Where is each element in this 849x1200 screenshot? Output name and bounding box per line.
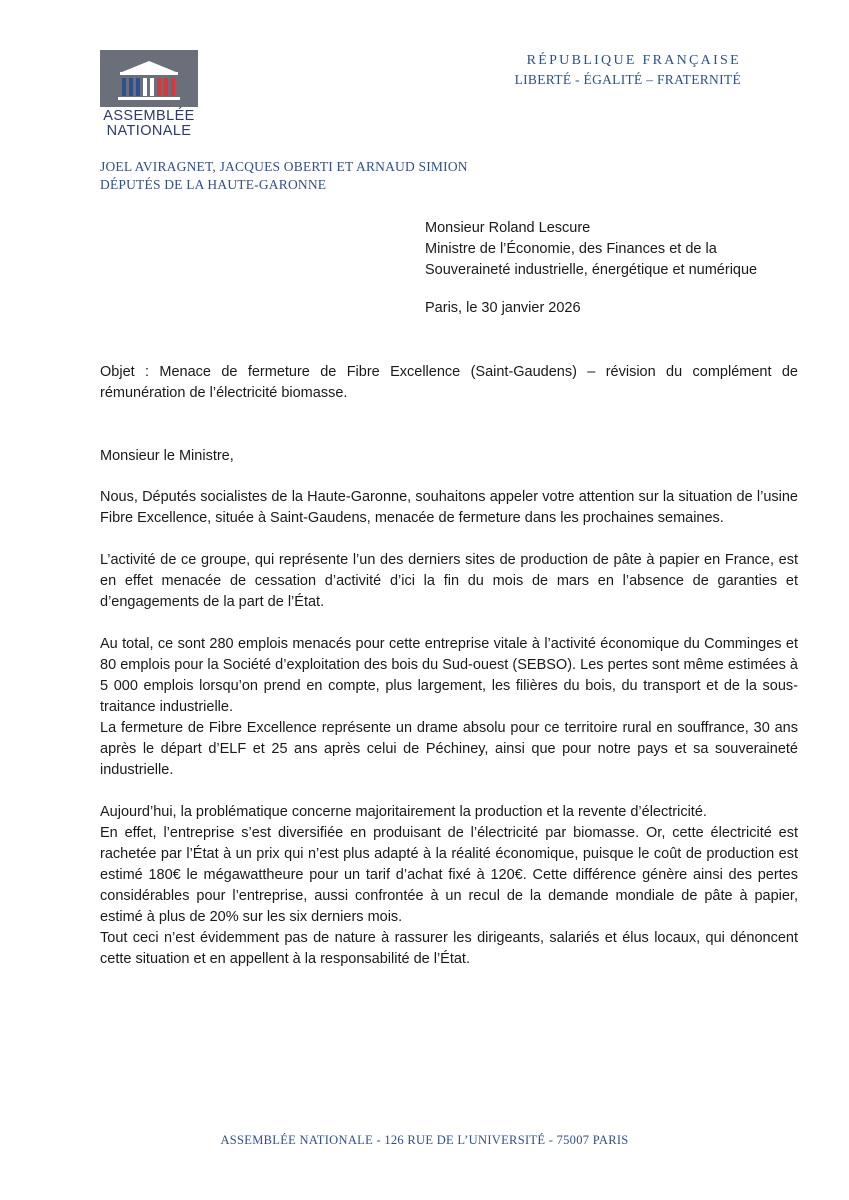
recipient-title-2: Souveraineté industrielle, énergétique et numérique: [425, 262, 758, 278]
deputies-names: JOEL AVIRAGNET, JACQUES OBERTI ET ARNAUD SIMION: [100, 159, 468, 174]
letter-body: [100, 487, 798, 970]
paragraph-5: Aujourd’hui, la problématique concerne majoritairement la production et la revente d’électricité.: [100, 804, 707, 820]
republique-header: [515, 52, 741, 90]
hemicycle-icon: [100, 50, 198, 107]
deputies-title: DÉPUTÉS DE LA HAUTE-GARONNE: [100, 177, 327, 192]
logo-wordmark: [100, 109, 198, 139]
letter-date: Paris, le 30 janvier 2026: [425, 300, 581, 316]
paragraph-1: Nous, Députés socialistes de la Haute-Garonne, souhaitons appeler votre attention sur la situation de l’usine Fibre Excellence, située à Saint-Gaudens, menacée de fermeture dans les prochaines semaines.: [100, 489, 798, 526]
paragraph-7: Tout ceci n’est évidemment pas de nature à rassurer les dirigeants, salariés et élus locaux, qui dénoncent cette situation et en appellent à la responsabilité de l’État.: [100, 930, 798, 967]
paragraph-2: L’activité de ce groupe, qui représente l’un des derniers sites de production de pâte à papier en France, est en effet menacée de cessation d’activité d’ici la fin du mois de mars en l’absence de garanties et d’engagements de la part de l’État.: [100, 552, 798, 610]
letter-subject: Objet : Menace de fermeture de Fibre Excellence (Saint-Gaudens) – révision du complément de rémunération de l’électricité biomasse.: [100, 364, 798, 401]
republique-francaise: RÉPUBLIQUE FRANÇAISE: [526, 53, 741, 68]
assemblee-nationale-logo: [100, 50, 198, 139]
hemicycle-emblem: [100, 50, 198, 107]
recipient-name: Monsieur Roland Lescure: [425, 220, 591, 236]
footer-address: ASSEMBLÉE NATIONALE - 126 RUE DE L’UNIVERSITÉ - 75007 PARIS: [220, 1133, 629, 1147]
paragraph-6: En effet, l’entreprise s’est diversifiée en produisant de l’électricité par biomasse. Or, cette électricité est rachetée par l’État à un prix qui n’est plus adapté à la réalité économique, puisque le coût de production est estimé 180€ le mégawattheure pour un tarif d’achat fixé à 120€. Cette différence génère ainsi des pertes considérables pour l’entreprise, aussi confrontée à un recul de la demande mondiale de pâte à papier, estimé à plus de 20% sur les six derniers mois.: [100, 825, 798, 925]
logo-line-2: NATIONALE: [106, 123, 192, 139]
national-motto: LIBERTÉ - ÉGALITÉ – FRATERNITÉ: [514, 72, 741, 87]
deputies-block: [100, 158, 468, 194]
paragraph-3: Au total, ce sont 280 emplois menacés pour cette entreprise vitale à l’activité économique du Comminges et 80 emplois pour la Société d’exploitation des bois du Sud-ouest (SEBSO). Les pertes sont même estimées à 5 000 emplois lorsqu’on prend en compte, plus largement, les filières du bois, du transport et de la sous-traitance industrielle.: [100, 636, 798, 715]
recipient-block: [425, 218, 757, 281]
recipient-title-1: Ministre de l’Économie, des Finances et de la: [425, 241, 717, 257]
paragraph-4: La fermeture de Fibre Excellence représente un drame absolu pour ce territoire rural en souffrance, 30 ans après le départ d’ELF et 25 ans après celui de Péchiney, ainsi que pour notre pays et sa souveraineté industrielle.: [100, 720, 798, 778]
salutation: Monsieur le Ministre,: [100, 448, 234, 464]
logo-line-1: ASSEMBLÉE: [103, 108, 195, 124]
